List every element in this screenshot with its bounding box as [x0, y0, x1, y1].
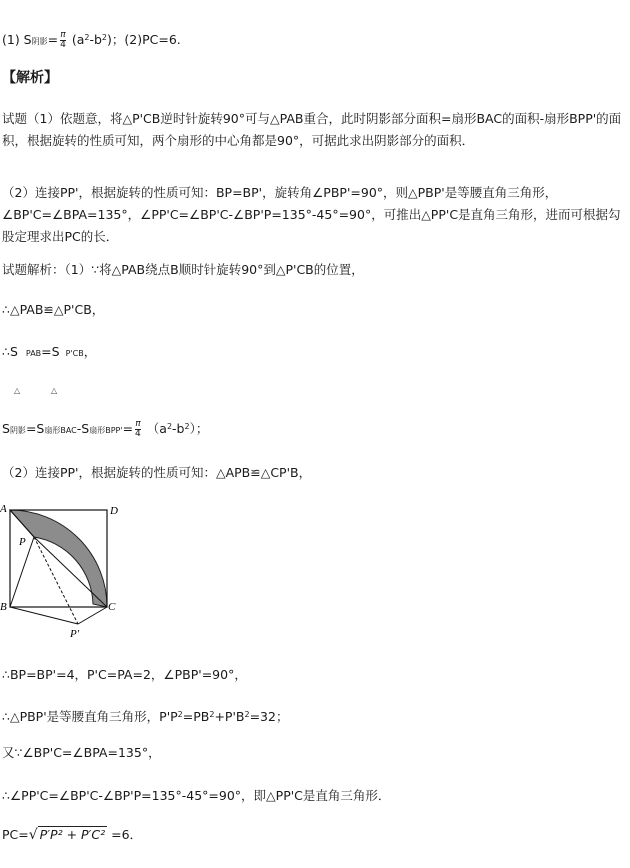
pc-end: =6． — [107, 827, 143, 842]
shaded-area-formula — [2, 419, 208, 439]
label-b: B — [0, 601, 7, 613]
area-s2: =S — [41, 344, 60, 359]
angle-statement: 又∵∠BP'C=∠BPA=135°， — [2, 745, 161, 760]
shade-s-subscript: 阴影 — [9, 426, 26, 435]
sector-bpp-subscript: 扇形BPP' — [89, 426, 123, 435]
label-c: C — [108, 601, 116, 613]
pi-over-4-fraction — [135, 420, 141, 439]
iso-mid1: =PB — [182, 709, 210, 724]
segment-p-prime-c — [78, 607, 107, 624]
shade-eq-s: =S — [25, 421, 45, 436]
pc-result — [2, 827, 142, 843]
pi-over-4-fraction — [60, 31, 66, 50]
shade-minus-s: -S — [76, 421, 90, 436]
area-s2-subscript: P'CB — [65, 349, 84, 358]
analysis-paragraph-1: 试题（1）依题意，将△P'CB逆时针旋转90°可与△PAB重合，此时阴影部分面积=扇形BAC的面积-扇形BPP'的面积，根据旋转的性质可知，两个扇形的中心角都是90°，可据此求出阴影部分的面积． — [2, 111, 622, 148]
answer-exp-a: 2 — [84, 33, 90, 42]
label-p-prime: P' — [70, 628, 80, 640]
segment-bp-prime — [10, 607, 78, 624]
answer-s-subscript: 阴影 — [31, 37, 48, 46]
answer-line — [2, 30, 181, 50]
answer-paren: (a — [71, 32, 85, 47]
analysis-paragraph-2: （2）连接PP'，根据旋转的性质可知：BP=BP'，旋转角∠PBP'=90°，则△PBP'是等腰直角三角形，∠BP'C=∠BPA=135°，∠PP'C=∠BP'C-∠BP'P=135°-45°=90°，可推出△PP'C是直角三角形，进而可根据勾股定理求出PC的长． — [2, 185, 621, 244]
right-triangle-statement: ∴∠PP'C=∠BP'C-∠BP'P=135°-45°=90°，即△PP'C是直角三角形． — [2, 788, 391, 803]
area-s1: ∴S — [2, 344, 18, 359]
label-p: P — [19, 536, 26, 548]
answer-minus-b: -b — [89, 32, 102, 47]
iso-exp-3: 2 — [244, 710, 250, 719]
pc-pre: PC= — [2, 827, 29, 842]
congruence-statement: ∴△PAB≌△P'CB， — [2, 302, 105, 317]
isosceles-statement — [2, 707, 288, 725]
iso-mid2: +P'B — [214, 709, 245, 724]
shade-paren: （a — [146, 421, 167, 436]
shade-s: S — [2, 421, 10, 436]
iso-exp-1: 2 — [177, 710, 183, 719]
answer-exp-b: 2 — [101, 33, 108, 42]
answer-eq: = — [47, 32, 59, 47]
sector-bac-subscript: 扇形BAC — [44, 426, 77, 435]
area-s1-subscript: PAB — [25, 349, 42, 358]
triangle-symbol: △ — [51, 386, 58, 395]
solution-step-1: 试题解析：（1）∵将△PAB绕点B顺时针旋转90°到△P'CB的位置， — [2, 262, 364, 277]
shade-tail: ）； — [189, 421, 209, 436]
shade-minus-b: -b — [172, 421, 185, 436]
shade-eq: = — [122, 421, 134, 436]
label-d: D — [110, 505, 118, 517]
area-comma: ， — [83, 344, 97, 359]
solution-step-2: （2）连接PP'，根据旋转的性质可知：△APB≌△CP'B， — [2, 465, 312, 480]
section-title: 【解析】 — [2, 70, 58, 86]
shade-exp-a: 2 — [166, 422, 173, 431]
sqrt-radicand: P′P² + P′C² — [39, 827, 106, 842]
label-a: A — [0, 503, 7, 515]
answer-s: (1) S — [2, 32, 32, 47]
sqrt-sign: √ — [28, 827, 38, 843]
area-equality — [2, 344, 96, 362]
iso-pre: ∴△PBP'是等腰直角三角形，P'P — [2, 709, 178, 724]
answer-tail: )；(2)PC=6. — [107, 32, 181, 47]
fraction-denominator: 4 — [135, 429, 141, 439]
fraction-numerator: π — [135, 419, 141, 429]
iso-end: =32； — [249, 709, 289, 724]
geometry-figure — [0, 500, 130, 640]
shade-exp-b: 2 — [184, 422, 190, 431]
given-lengths: ∴BP=BP'=4，P'C=PA=2，∠PBP'=90°， — [2, 667, 247, 682]
fraction-numerator: π — [60, 30, 66, 40]
fraction-denominator: 4 — [60, 40, 66, 50]
iso-exp-2: 2 — [209, 710, 215, 719]
triangle-symbol: △ — [14, 386, 21, 395]
